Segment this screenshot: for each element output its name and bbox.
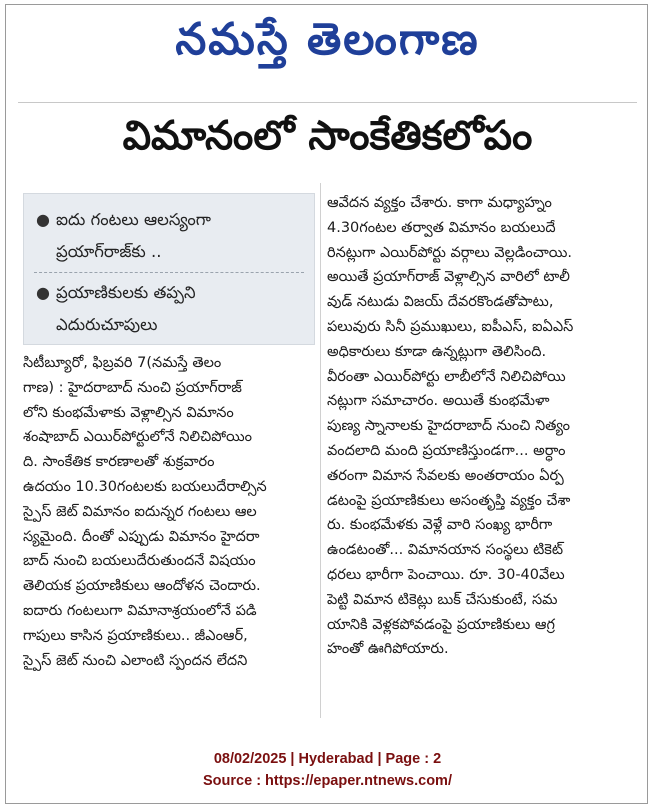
text-line: సిటీబ్యూరో, ఫిబ్రవరి 7(నమస్తే తెలం	[23, 355, 222, 371]
text-line: 4.30గంటల తర్వాత విమానం బయలుదే	[327, 219, 556, 236]
text-line: డటంపై ప్రయాణికులు అసంతృప్తి వ్యక్తం చేశా	[327, 492, 571, 509]
article-right-column	[327, 191, 639, 662]
text-line: వీరంతా ఎయిర్‌పోర్టు లాబీలోనే నిలిచిపోయి	[327, 368, 566, 385]
text-line: ఆవేదన వ్యక్తం చేశారు. కాగా మధ్యాహ్నం	[327, 195, 552, 211]
bullet-icon: ●	[36, 210, 50, 229]
article-left-column	[23, 351, 315, 673]
text-line: ఉదయం 10.30గంటలకు బయలుదేరాల్సిన	[23, 478, 267, 495]
text-line: రు. కుంభమేళకు వెళ్లే వారి సంఖ్య భారీగా	[327, 517, 553, 534]
highlight-separator	[34, 272, 304, 273]
highlight-line: ఐదు గంటలు ఆలస్యంగా	[56, 210, 211, 229]
text-line: నట్లుగా సమాచారం. అయితే కుంభమేళా	[327, 393, 550, 410]
footer-source-link[interactable]: Source : https://epaper.ntnews.com/	[203, 773, 452, 789]
text-line: స్పైస్ జెట్ విమానం ఐదున్నర గంటలు ఆల	[23, 503, 257, 520]
text-line: ది. సాంకేతిక కారణాలతో శుక్రవారం	[23, 454, 215, 471]
highlight-line: ప్రయాగ్‌రాజ్‌కు ..	[56, 242, 162, 261]
highlight-item	[34, 204, 304, 268]
text-line: అయితే ప్రయాగ్‌రాజ్ వెళ్లాల్సిన వారిలో టాలీ	[327, 269, 570, 286]
page-footer	[0, 748, 655, 792]
text-line: ధరలు భారీగా పెంచాయి. రూ. 30-40వేలు	[327, 566, 565, 583]
text-line: పుణ్య స్నానాలకు హైదరాబాద్ నుంచి నిత్యం	[327, 418, 571, 435]
text-line: వందలాది మంది ప్రయాణిస్తుండగా... అర్ధాం	[327, 442, 566, 459]
text-line: హంతో ఊగిపోయారు.	[327, 641, 449, 658]
bullet-icon: ●	[36, 283, 50, 302]
text-line: పెట్టి విమాన టికెట్లు బుక్ చేసుకుంటే, సమ	[327, 591, 558, 608]
text-line: ఐదారు గంటలుగా విమానాశ్రయంలోనే పడి	[23, 602, 257, 619]
article-headline: విమానంలో సాంకేతికలోపం	[122, 113, 533, 159]
text-line: తెలియక ప్రయాణికులు ఆందోళన చెందారు.	[23, 578, 261, 595]
text-line: వుడ్ నటుడు విజయ్ దేవరకొండతోపాటు,	[327, 294, 554, 311]
text-line: అధికారులు కూడా ఉన్నట్లుగా తెలిసింది.	[327, 343, 547, 360]
column-divider	[320, 183, 321, 718]
text-line: గాణ) : హైదరాబాద్ నుంచి ప్రయాగ్‌రాజ్	[23, 379, 242, 396]
text-line: ఉండటంతో... విమానయాన సంస్థలు టికెట్	[327, 542, 564, 559]
text-line: యానికి వెళ్లకపోవడంపై ప్రయాణికులు ఆగ్ర	[327, 616, 555, 633]
masthead-divider	[18, 102, 637, 103]
highlights-box	[23, 193, 315, 345]
highlight-line: ఎదురుచూపులు	[56, 315, 158, 334]
text-line: తరంగా విమాన సేవలకు అంతరాయం ఏర్ప	[327, 467, 564, 484]
newspaper-masthead: నమస్తే తెలంగాణ	[175, 14, 480, 65]
footer-date-line: 08/02/2025 | Hyderabad | Page : 2	[213, 751, 442, 767]
text-line: బాద్ నుంచి బయలుదేరుతుందనే విషయం	[23, 553, 256, 570]
text-line: గాపులు కాసిన ప్రయాణికులు.. జీఎంఆర్,	[23, 627, 248, 644]
highlight-item	[34, 277, 304, 341]
text-line: శంషాబాద్ ఎయిర్‌పోర్టులోనే నిలిచిపోయిం	[23, 429, 252, 446]
text-line: పలువురు సినీ ప్రముఖులు, ఐపీఎస్, ఐఏఎస్	[327, 318, 574, 335]
text-line: లోని కుంభమేళాకు వెళ్లాల్సిన విమానం	[23, 404, 234, 421]
text-line: స్యమైంది. దీంతో ఎప్పుడు విమానం హైదరా	[23, 528, 260, 545]
text-line: స్పైస్ జెట్ నుంచి ఎలాంటి స్పందన లేదని	[23, 652, 248, 669]
text-line: రినట్లుగా ఎయిర్‌పోర్టు వర్గాలు వెల్లడించాయి.	[327, 244, 572, 261]
highlight-line: ప్రయాణికులకు తప్పని	[56, 283, 196, 302]
